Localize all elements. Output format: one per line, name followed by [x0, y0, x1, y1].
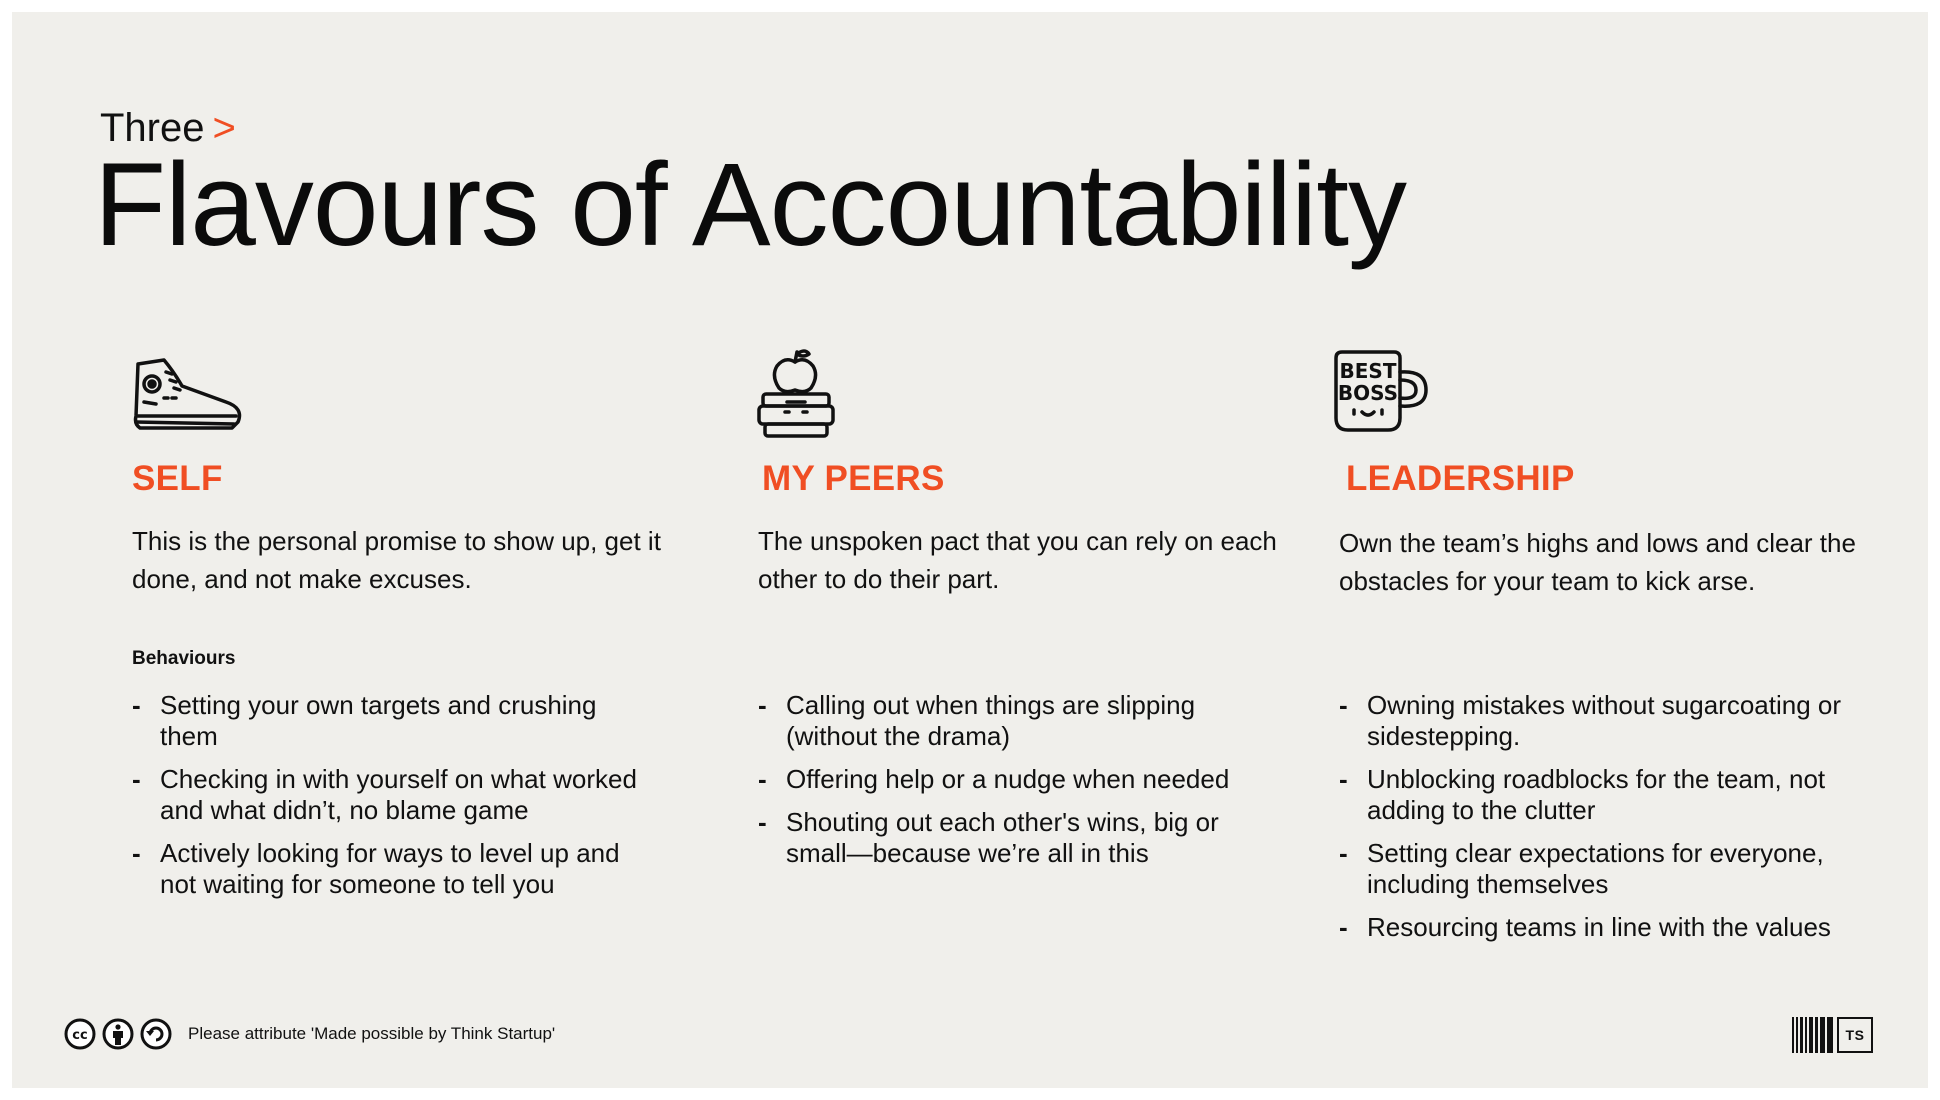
list-item: - Unblocking roadblocks for the team, not adding to the clutter — [1339, 764, 1859, 826]
column-description: Own the team’s highs and lows and clear the obstacles for your team to kick arse. — [1339, 528, 1856, 596]
lunchbox-apple-icon — [749, 342, 869, 447]
svg-text:BEST: BEST — [1339, 359, 1397, 383]
license-footer — [64, 1018, 555, 1050]
list-item: - Calling out when things are slipping (without the drama) — [758, 690, 1278, 752]
column-heading: MY PEERS — [762, 459, 945, 498]
column-heading: SELF — [132, 459, 223, 498]
kicker-text: Three — [100, 106, 205, 150]
best-boss-mug-icon — [1330, 342, 1450, 447]
bullet-list — [1339, 690, 1859, 955]
list-item: - Setting clear expectations for everyone, including themselves — [1339, 838, 1859, 900]
column-description: The unspoken pact that you can rely on each other to do their part. — [758, 526, 1277, 594]
slide — [12, 12, 1928, 1088]
behaviours-label: Behaviours — [132, 648, 236, 669]
column-heading: LEADERSHIP — [1346, 459, 1575, 498]
bullet-list — [758, 690, 1278, 881]
logo-text: TS — [1837, 1017, 1873, 1053]
list-item: - Resourcing teams in line with the values — [1339, 912, 1859, 943]
column-description: This is the personal promise to show up, get it done, and not make excuses. — [132, 526, 661, 594]
kicker-arrow: > — [212, 106, 236, 150]
barcode-mark — [1792, 1017, 1833, 1053]
cc-icon — [64, 1018, 96, 1050]
bullet-list — [132, 690, 652, 912]
svg-text:cc: cc — [72, 1028, 88, 1043]
slide-title: Flavours of Accountability — [94, 139, 1406, 271]
think-startup-logo — [1792, 1017, 1873, 1053]
svg-text:BOSS: BOSS — [1337, 381, 1399, 405]
list-item: - Shouting out each other's wins, big or small—because we’re all in this — [758, 807, 1278, 869]
list-item: - Actively looking for ways to level up and not waiting for someone to tell you — [132, 838, 652, 900]
list-item: - Checking in with yourself on what worked and what didn’t, no blame game — [132, 764, 652, 826]
by-attribution-icon — [102, 1018, 134, 1050]
list-item: - Owning mistakes without sugarcoating or sidestepping. — [1339, 690, 1859, 752]
attribution-text: Please attribute 'Made possible by Think Startup' — [188, 1024, 556, 1043]
list-item: - Offering help or a nudge when needed — [758, 764, 1278, 795]
sneaker-icon — [126, 342, 246, 447]
list-item: - Setting your own targets and crushing them — [132, 690, 652, 752]
share-alike-icon — [140, 1018, 172, 1050]
